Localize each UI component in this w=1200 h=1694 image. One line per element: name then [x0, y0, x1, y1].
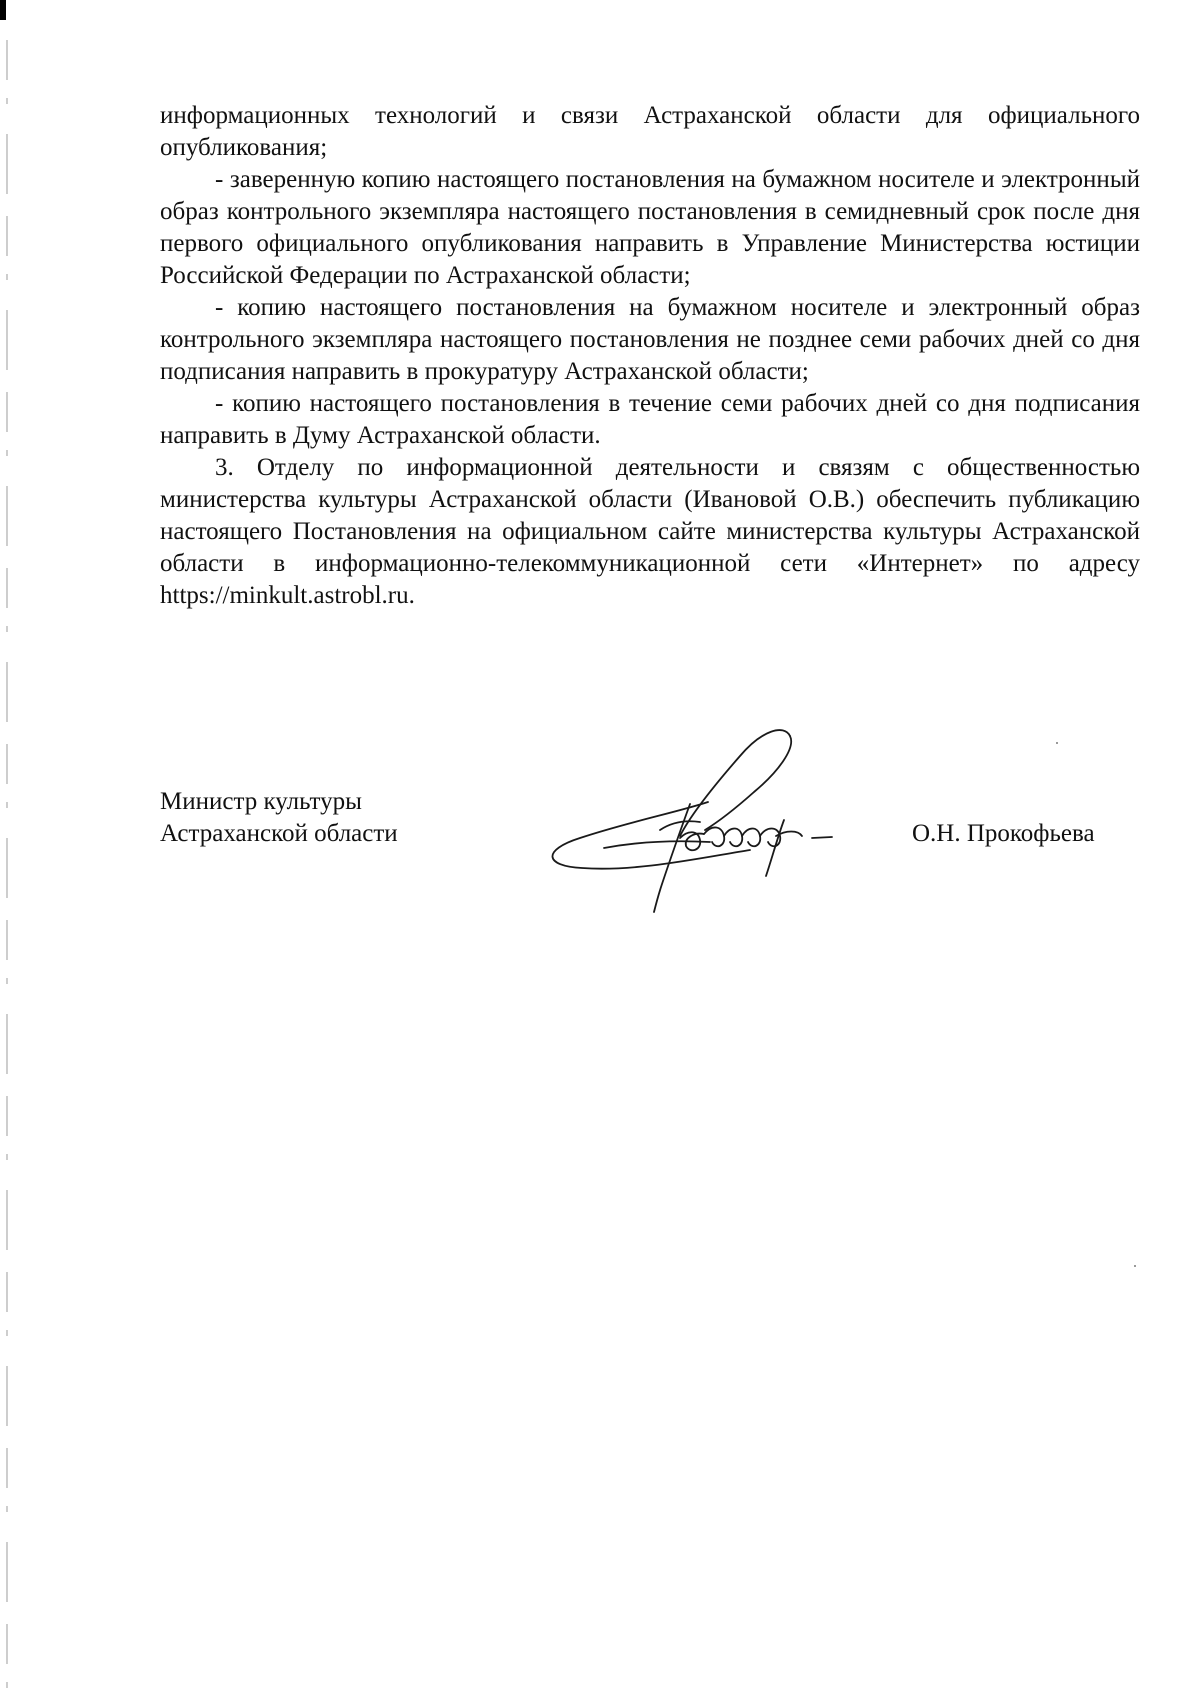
- paragraph: информационных технологий и связи Астраханской области для официального опубликования;: [160, 102, 1140, 161]
- scan-edge-line: [6, 40, 8, 1690]
- signer-title: [160, 786, 398, 850]
- handwritten-signature: [540, 726, 840, 916]
- paragraph: - копию настоящего постановления в течение семи рабочих дней со дня подписания направить в Думу Астраханской области.: [160, 390, 1140, 449]
- paragraph: - заверенную копию настоящего постановления на бумажном носителе и электронный образ контрольного экземпляра настоящего постановления в семидневный срок после дня первого официального опубликования направить в Управление Министерства юстиции Российской Федерации по Астраханской области;: [160, 166, 1140, 289]
- signer-name: О.Н. Прокофьева: [912, 820, 1095, 847]
- scan-speck: [1134, 1265, 1136, 1267]
- signature-block: [160, 786, 1140, 926]
- scan-corner-mark: [0, 0, 6, 20]
- signer-title-line: Астраханской области: [160, 820, 398, 847]
- paragraph: - копию настоящего постановления на бумажном носителе и электронный образ контрольного экземпляра настоящего постановления не позднее семи рабочих дней со дня подписания направить в прокуратуру Астраханской области;: [160, 294, 1140, 385]
- signer-title-line: Министр культуры: [160, 788, 362, 815]
- document-body: [160, 100, 1140, 612]
- paragraph: 3. Отделу по информационной деятельности и связям с общественностью министерства культуры Астраханской области (Ивановой О.В.) обеспечить публикацию настоящего Постановления на официальном сайте министерства культуры Астраханской области в информационно-телекоммуникационной сети «Интернет» по адресу https://minkult.astrobl.ru.: [160, 454, 1140, 609]
- scan-speck: [1056, 742, 1058, 744]
